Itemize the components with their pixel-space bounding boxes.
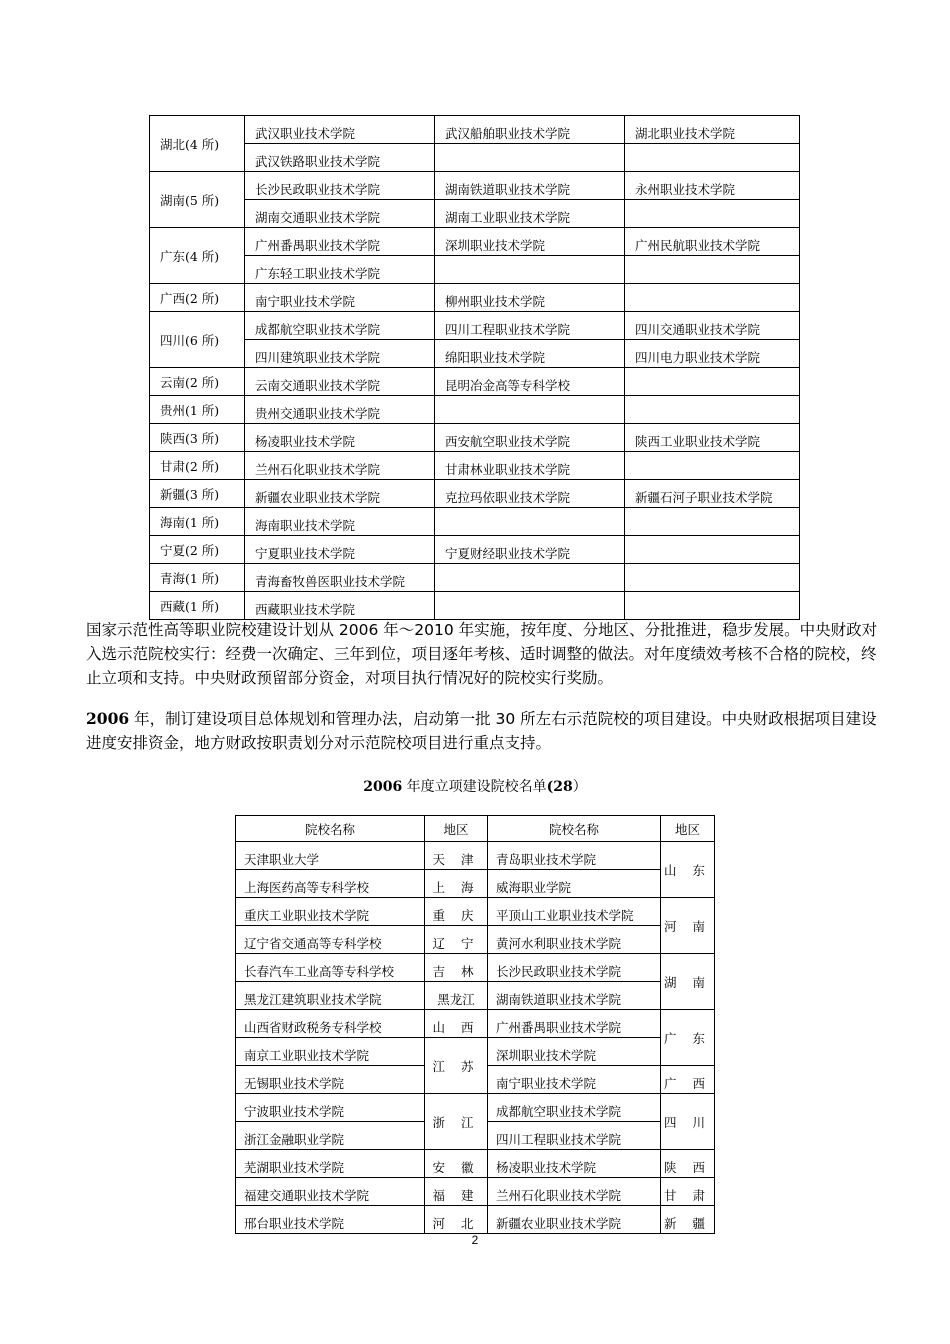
school-name: 黄河水利职业技术学院 <box>488 926 661 954</box>
school-name: 深圳职业技术学院 <box>488 1038 661 1066</box>
province-cell: 西藏(1 所) <box>150 592 245 620</box>
region: 上 海 <box>425 870 488 898</box>
province-cell: 云南(2 所) <box>150 368 245 396</box>
table-row <box>150 144 800 172</box>
province-cell: 湖北(4 所) <box>150 116 245 172</box>
school-name: 无锡职业技术学院 <box>236 1066 425 1094</box>
school-name: 湖南铁道职业技术学院 <box>488 982 661 1010</box>
table-row <box>236 1010 715 1038</box>
school-cell <box>625 536 800 564</box>
province-cell: 宁夏(2 所) <box>150 536 245 564</box>
school-cell: 深圳职业技术学院 <box>435 228 625 256</box>
school-cell <box>435 256 625 284</box>
school-name: 福建交通职业技术学院 <box>236 1178 425 1206</box>
province-cell: 贵州(1 所) <box>150 396 245 424</box>
region: 福 建 <box>425 1178 488 1206</box>
province-cell: 广东(4 所) <box>150 228 245 284</box>
school-cell: 成都航空职业技术学院 <box>245 312 435 340</box>
school-cell <box>625 452 800 480</box>
plan-2006-text: 年，制订建设项目总体规划和管理办法，启动第一批 30 所左右示范院校的项目建设。中央财政根据项目建设进度安排资金，地方财政按职责划分对示范院校项目进行重点支持。 <box>86 710 877 752</box>
school-cell <box>435 564 625 592</box>
school-name: 青岛职业技术学院 <box>488 842 661 870</box>
school-cell <box>625 592 800 620</box>
school-cell: 广州民航职业技术学院 <box>625 228 800 256</box>
school-name: 宁波职业技术学院 <box>236 1094 425 1122</box>
table-row <box>236 926 715 954</box>
region: 陕 西 <box>661 1150 715 1178</box>
table-row <box>236 842 715 870</box>
school-cell: 杨凌职业技术学院 <box>245 424 435 452</box>
school-cell: 武汉船舶职业技术学院 <box>435 116 625 144</box>
region: 山 西 <box>425 1010 488 1038</box>
school-name: 重庆工业职业技术学院 <box>236 898 425 926</box>
table-row <box>236 1038 715 1066</box>
table-row <box>236 870 715 898</box>
header-region: 地区 <box>661 816 715 842</box>
school-name: 平顶山工业职业技术学院 <box>488 898 661 926</box>
school-cell <box>625 508 800 536</box>
school-cell: 昆明冶金高等专科学校 <box>435 368 625 396</box>
school-cell <box>625 144 800 172</box>
intro-paragraph: 国家示范性高等职业院校建设计划从 2006 年～2010 年实施，按年度、分地区、分批推进，稳步发展。中央财政对入选示范院校实行：经费一次确定、三年到位，项目逐年考核、适时调整的做法。对年度绩效考核不合格的院校，终止立项和支持。中央财政预留部分资金，对项目执行情况好的院校实行奖励。 <box>86 621 878 687</box>
school-cell <box>625 200 800 228</box>
region: 浙 江 <box>425 1094 488 1150</box>
region: 甘 肃 <box>661 1178 715 1206</box>
region: 江 苏 <box>425 1038 488 1094</box>
school-cell: 湖南工业职业技术学院 <box>435 200 625 228</box>
school-cell: 西安航空职业技术学院 <box>435 424 625 452</box>
school-name: 新疆农业职业技术学院 <box>488 1206 661 1234</box>
school-cell: 四川交通职业技术学院 <box>625 312 800 340</box>
school-name: 兰州石化职业技术学院 <box>488 1178 661 1206</box>
region: 重 庆 <box>425 898 488 926</box>
table-row <box>150 396 800 424</box>
table-row <box>150 424 800 452</box>
title-text: 年度立项建设院校名单 <box>402 779 547 795</box>
province-cell: 广西(2 所) <box>150 284 245 312</box>
school-name: 山西省财政税务专科学校 <box>236 1010 425 1038</box>
region: 山 东 <box>661 842 715 898</box>
table-row <box>236 954 715 982</box>
header-row <box>236 816 715 842</box>
region: 黑龙江 <box>425 982 488 1010</box>
province-cell: 陕西(3 所) <box>150 424 245 452</box>
school-cell <box>625 368 800 396</box>
table-row <box>236 898 715 926</box>
province-cell: 甘肃(2 所) <box>150 452 245 480</box>
table-row <box>150 340 800 368</box>
table-row <box>150 172 800 200</box>
school-cell: 青海畜牧兽医职业技术学院 <box>245 564 435 592</box>
table-row <box>150 564 800 592</box>
school-name: 广州番禺职业技术学院 <box>488 1010 661 1038</box>
school-cell: 兰州石化职业技术学院 <box>245 452 435 480</box>
table-row <box>150 312 800 340</box>
school-cell: 宁夏职业技术学院 <box>245 536 435 564</box>
school-cell <box>625 284 800 312</box>
region: 天 津 <box>425 842 488 870</box>
school-name: 长春汽车工业高等专科学校 <box>236 954 425 982</box>
school-name: 天津职业大学 <box>236 842 425 870</box>
region: 新 疆 <box>661 1206 715 1234</box>
region: 湖 南 <box>661 954 715 1010</box>
school-cell: 新疆石河子职业技术学院 <box>625 480 800 508</box>
region: 吉 林 <box>425 954 488 982</box>
table-row <box>236 1206 715 1234</box>
school-cell: 四川工程职业技术学院 <box>435 312 625 340</box>
school-name: 杨凌职业技术学院 <box>488 1150 661 1178</box>
school-cell <box>625 396 800 424</box>
school-name: 黑龙江建筑职业技术学院 <box>236 982 425 1010</box>
school-cell: 海南职业技术学院 <box>245 508 435 536</box>
school-cell <box>435 508 625 536</box>
table-row <box>236 1094 715 1122</box>
table-row <box>150 200 800 228</box>
school-cell: 四川电力职业技术学院 <box>625 340 800 368</box>
school-name: 长沙民政职业技术学院 <box>488 954 661 982</box>
school-cell <box>435 396 625 424</box>
province-cell: 青海(1 所) <box>150 564 245 592</box>
region: 安 徽 <box>425 1150 488 1178</box>
school-cell: 广东轻工职业技术学院 <box>245 256 435 284</box>
school-cell: 湖北职业技术学院 <box>625 116 800 144</box>
table-row <box>150 116 800 144</box>
school-name: 辽宁省交通高等专科学校 <box>236 926 425 954</box>
school-cell: 陕西工业职业技术学院 <box>625 424 800 452</box>
year-label: 2006 <box>86 709 130 728</box>
school-name: 邢台职业技术学院 <box>236 1206 425 1234</box>
province-cell: 海南(1 所) <box>150 508 245 536</box>
school-cell: 永州职业技术学院 <box>625 172 800 200</box>
region: 辽 宁 <box>425 926 488 954</box>
school-cell: 柳州职业技术学院 <box>435 284 625 312</box>
table-row <box>236 982 715 1010</box>
school-cell: 广州番禺职业技术学院 <box>245 228 435 256</box>
school-cell: 武汉职业技术学院 <box>245 116 435 144</box>
school-cell: 贵州交通职业技术学院 <box>245 396 435 424</box>
table2-title <box>0 776 950 796</box>
region: 河 北 <box>425 1206 488 1234</box>
school-cell: 克拉玛依职业技术学院 <box>435 480 625 508</box>
province-cell: 湖南(5 所) <box>150 172 245 228</box>
table-row <box>236 1178 715 1206</box>
school-name: 芜湖职业技术学院 <box>236 1150 425 1178</box>
plan-2006-paragraph <box>86 707 886 755</box>
table-row <box>150 480 800 508</box>
title-end: ） <box>572 779 587 795</box>
school-cell: 湖南交通职业技术学院 <box>245 200 435 228</box>
school-cell: 武汉铁路职业技术学院 <box>245 144 435 172</box>
school-name: 南京工业职业技术学院 <box>236 1038 425 1066</box>
school-cell: 南宁职业技术学院 <box>245 284 435 312</box>
title-year: 2006 <box>363 779 403 795</box>
table-row <box>236 1150 715 1178</box>
province-cell: 四川(6 所) <box>150 312 245 368</box>
region: 广 西 <box>661 1066 715 1094</box>
school-cell: 甘肃林业职业技术学院 <box>435 452 625 480</box>
schools-2006-table <box>235 815 715 1234</box>
school-name: 浙江金融职业学院 <box>236 1122 425 1150</box>
page-number: 2 <box>471 1233 479 1247</box>
school-cell <box>435 592 625 620</box>
school-cell: 湖南铁道职业技术学院 <box>435 172 625 200</box>
table-row <box>150 368 800 396</box>
school-cell <box>625 564 800 592</box>
table-row <box>150 508 800 536</box>
table-row <box>150 284 800 312</box>
title-count: (28 <box>546 779 573 795</box>
school-cell <box>435 144 625 172</box>
school-cell <box>625 256 800 284</box>
province-schools-table <box>149 115 800 620</box>
school-name: 南宁职业技术学院 <box>488 1066 661 1094</box>
region: 四 川 <box>661 1094 715 1150</box>
region: 广 东 <box>661 1010 715 1066</box>
header-region: 地区 <box>425 816 488 842</box>
province-cell: 新疆(3 所) <box>150 480 245 508</box>
table-row <box>150 536 800 564</box>
school-cell: 长沙民政职业技术学院 <box>245 172 435 200</box>
school-name: 成都航空职业技术学院 <box>488 1094 661 1122</box>
table-row <box>150 452 800 480</box>
school-cell: 绵阳职业技术学院 <box>435 340 625 368</box>
table-row <box>150 256 800 284</box>
school-cell: 新疆农业职业技术学院 <box>245 480 435 508</box>
school-name: 上海医药高等专科学校 <box>236 870 425 898</box>
header-school-name: 院校名称 <box>488 816 661 842</box>
school-cell: 云南交通职业技术学院 <box>245 368 435 396</box>
header-school-name: 院校名称 <box>236 816 425 842</box>
table-row <box>150 592 800 620</box>
school-cell: 宁夏财经职业技术学院 <box>435 536 625 564</box>
table-row <box>150 228 800 256</box>
school-cell: 四川建筑职业技术学院 <box>245 340 435 368</box>
school-cell: 西藏职业技术学院 <box>245 592 435 620</box>
region: 河 南 <box>661 898 715 954</box>
school-name: 威海职业学院 <box>488 870 661 898</box>
school-name: 四川工程职业技术学院 <box>488 1122 661 1150</box>
